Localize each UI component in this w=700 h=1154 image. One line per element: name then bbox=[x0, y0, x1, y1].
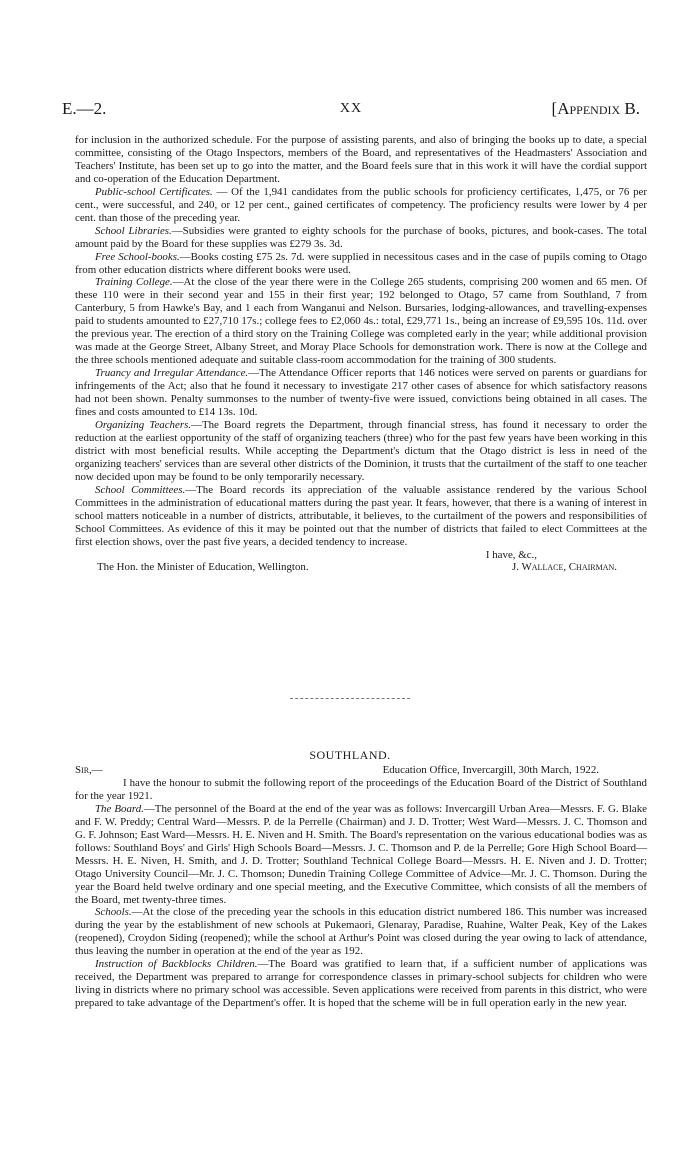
southland-report-body bbox=[75, 764, 647, 1010]
paragraph-text: —At the close of the preceding year the schools in this education district numbered 186. This number was increased during the year by the establishment of new schools at Pukemaori, Glenaray, Paradise, Ruahine, Walter Peak, Key of the Lakes (reopened), Croydon Siding (reopened); while the school at Arthur's Point was closed during the year owing to lack of attendance, thus leaving the number in operation at the end of the year as 192. bbox=[75, 906, 647, 958]
page-number: XX bbox=[339, 101, 363, 116]
paragraph bbox=[75, 484, 647, 549]
paragraph bbox=[75, 419, 647, 484]
paragraph-lead: Organizing Teachers. bbox=[95, 418, 192, 431]
header-left: E.—2. bbox=[62, 99, 107, 118]
salutation: Sir,— bbox=[75, 764, 103, 776]
paragraph bbox=[75, 225, 647, 251]
paragraph: for inclusion in the authorized schedule. For the purpose of assisting parents, and also of bringing the books up to date, a special committee, consisting of the Otago Inspectors, members of the Board, and representatives of the Headmasters' Association and Teachers' Institute, has been set up to go into the matter, and the Board feels sure that in this work it will have the cordial support and co-operation of the Education Department. bbox=[75, 134, 647, 185]
paragraph-text: —The Board records its appreciation of the valuable assistance rendered by the various School Committees in the administration of educational matters during the past year. It fears, however, that there is a waning of interest in school matters noticeable in a number of districts, attributable, it believes, to the curtailment of the powers and responsibilities of School Committees. As evidence of this it may be pointed out that the number of districts that failed to elect Committees at the first election shows, over the past five years, a decided tendency to increase. bbox=[75, 483, 647, 548]
paragraph bbox=[75, 367, 647, 419]
section-title: SOUTHLAND. bbox=[309, 748, 391, 762]
paragraph-lead: Schools. bbox=[95, 906, 132, 919]
page-header bbox=[62, 99, 640, 121]
paragraph-lead: Instruction of Backblocks Children. bbox=[95, 958, 258, 971]
signature: J. Wallace, Chairman. bbox=[512, 561, 617, 574]
paragraph-text: —The Board was gratified to learn that, if a sufficient number of applications was received, the Department was prepared to arrange for correspondence classes in primary-school subjects for children who were living in districts where no primary school was accessible. Seven applications were received from parents in this district, who were prepared to take advantage of the Department's offer. It is hoped that the scheme will be in full operation early in the new year. bbox=[75, 958, 647, 1010]
paragraph-lead: Truancy and Irregular Attendance. bbox=[95, 367, 249, 380]
paragraph-text: —The personnel of the Board at the end of the year was as follows: Invercargill Urban Area—Messrs. F. G. Blake and F. W. Preddy; Central Ward—Messrs. P. de la Perrelle (Chairman) and J. D. Trotter; West Ward—Messrs. J. C. Thomson and G. F. Johnson; East Ward—Messrs. H. E. Niven and H. Smith. The Board's representation on the various educational bodies was as follows: Southland Boys' and Girls' High Schools Board—Messrs. J. C. Thomson and P. de la Perrelle; Gore High School Board—Messrs. H. E. Niven, H. Smith, and J. D. Trotter; Southland Technical College Board—Messrs. H. E. Niven and J. D. Trotter; Otago University Council—Mr. J. C. Thomson; Dunedin Training College Committee of Advice—Mr. J. C. Thomson. During the year the Board held twelve ordinary and one special meeting, and the Executive Committee, which consists of all the members of the Board, met twenty-three times. bbox=[75, 802, 647, 906]
paragraph-text: —The Attendance Officer reports that 146 notices were served on parents or guardians for infringements of the Act; also that he found it necessary to investigate 217 other cases of absence for which satisfactory reasons had not been shown. Penalty summonses to the number of twenty-five were issued, convictions being obtained in all cases. The fines and costs amounted to £14 13s. 10d. bbox=[75, 367, 647, 419]
signature-row bbox=[75, 561, 647, 574]
paragraph bbox=[75, 958, 647, 1010]
paragraph bbox=[75, 251, 647, 277]
paragraph-text: —The Board regrets the Department, through financial stress, has found it necessary to order the reduction at the earliest opportunity of the staff of organizing teachers (three) who for the past few years have been working in this district with most beneficial results. While accepting the Department's dictum that the Otago district is less in need of the organizing teachers' services than are several other districts of the Dominion, it trusts that the curtailment of the staff to one teacher now decided upon may be found to be only temporarily necessary. bbox=[75, 418, 647, 483]
paragraph-text: —At the close of the year there were in the College 265 students, comprising 200 women and 65 men. Of these 110 were in their second year and 155 in their first year; 192 belonged to Otago, 57 came from Southland, 7 from Canterbury, 5 from Hawke's Bay, and 1 each from Wanganui and Nelson. Bursaries, lodging-allowances, and travelling-expenses paid to students amounted to £27,710 17s.; college fees to £2,060 4s.: total, £29,771 1s., being an increase of £9,595 10s. 11d. over the previous year. The erection of a third story on the Training College was completed early in the year; while additional provision was made at the George Street, Albany Street, and Moray Place Schools for demonstration work. There is now at the College and the three schools mentioned adequate and suitable class-room accommodation for the training of 300 students. bbox=[75, 276, 647, 367]
paragraph-lead: Training College. bbox=[95, 276, 173, 289]
addressee: The Hon. the Minister of Education, Wellington. bbox=[97, 561, 309, 574]
paragraph: I have the honour to submit the following report of the proceedings of the Education Board of the District of Southland for the year 1921. bbox=[75, 776, 647, 802]
paragraph-lead: Free School-books. bbox=[95, 250, 180, 263]
paragraph-lead: School Libraries. bbox=[95, 224, 172, 237]
paragraph bbox=[75, 276, 647, 367]
paragraph-text: —Subsidies were granted to eighty schools for the purchase of books, pictures, and book-cases. The total amount paid by the Board for these supplies was £279 3s. 3d. bbox=[75, 224, 647, 250]
paragraph-lead: The Board. bbox=[95, 802, 144, 815]
otago-report-body bbox=[75, 134, 647, 574]
closing-line: I have, &c., bbox=[485, 548, 537, 561]
section-divider bbox=[290, 698, 410, 699]
paragraph-text: — Of the 1,941 candidates from the public schools for proficiency certificates, 1,475, or 76 per cent., were successful, and 240, or 12 per cent., gained certificates of competency. The proficiency results were lower by 4 per cent. than those of the preceding year. bbox=[75, 185, 648, 224]
paragraph bbox=[75, 186, 647, 225]
paragraph bbox=[75, 803, 647, 907]
paragraph-text: —Books costing £75 2s. 7d. were supplied in necessitous cases and in the case of pupils coming to Otago from other education districts where different books were used. bbox=[75, 250, 648, 276]
paragraph bbox=[75, 906, 647, 958]
letter-address: Education Office, Invercargill, 30th March, 1922. bbox=[382, 764, 599, 776]
letter-heading bbox=[75, 764, 647, 777]
paragraph-lead: School Committees. bbox=[95, 483, 186, 496]
header-right: [Appendix B. bbox=[551, 99, 640, 118]
paragraph-lead: Public-school Certificates. bbox=[95, 185, 213, 198]
